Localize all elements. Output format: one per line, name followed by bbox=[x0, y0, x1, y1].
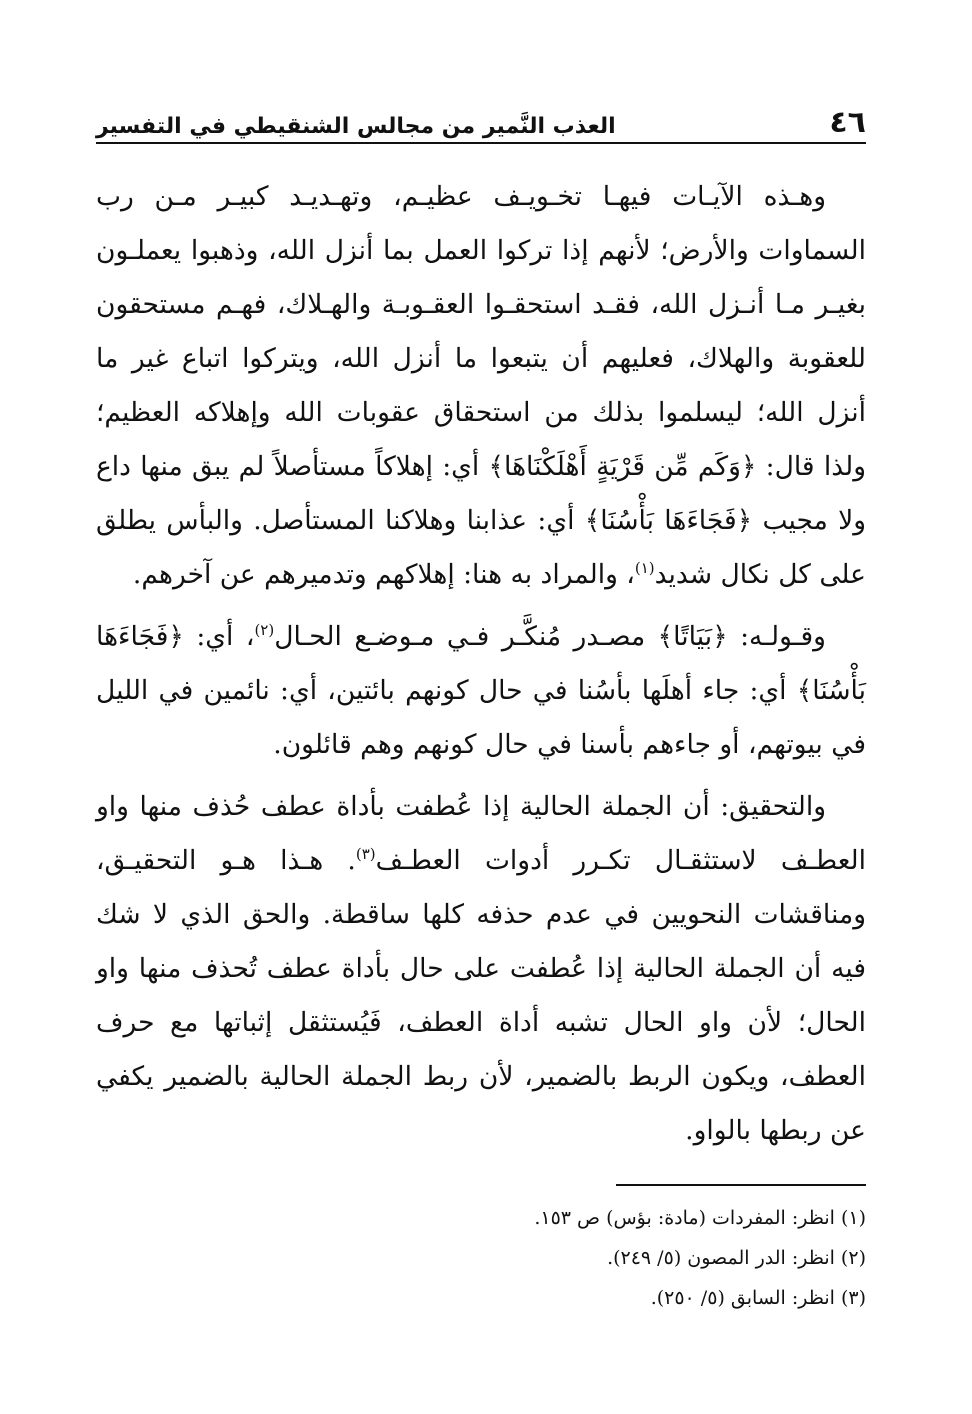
page-number: ٤٦ bbox=[829, 105, 866, 140]
paragraph-1-text: وهـذه الآيـات فيهـا تخـويـف عظيـم، وتهـديـد كبيـر مـن رب السماوات والأرض؛ لأنهم إذا تركوا العمل بما أنزل الله، وذهبوا يعملـون بغيـر مـا أنـزل الله، فقـد استحقـوا العقـوبـة والهـلاك، فهـم مستحقون للعقوبة والهلاك، فعليهم أن يتبعوا ما أنزل الله، ويتركوا اتباع غير ما أنزل الله؛ ليسلموا بذلك من استحقاق عقوبات الله وإهلاكه العظيم؛ ولذا قال: ﴿وَكَم مِّن قَرْيَةٍ أَهْلَكْنَاهَا﴾ أي: إهلاكاً مستأصلاً لم يبق منها داع ولا مجيب ﴿فَجَاءَهَا بَأْسُنَا﴾ أي: عذابنا وهلاكنا المستأصل. والبأس يطلق على كل نكال شديد bbox=[96, 181, 866, 590]
footnote-divider bbox=[616, 1184, 866, 1186]
paragraph-2 bbox=[96, 610, 866, 772]
document-page bbox=[96, 86, 866, 1386]
body-text bbox=[96, 170, 866, 1158]
page-header bbox=[96, 86, 866, 144]
paragraph-1 bbox=[96, 170, 866, 602]
running-title: العذب النَّمير من مجالس الشنقيطي في التفسير bbox=[96, 114, 616, 139]
footnote-3: (٣) انظر: السابق (٥/ ٢٥٠). bbox=[650, 1287, 866, 1309]
footnote-ref-2: (٢) bbox=[254, 621, 275, 640]
footnote-ref-1: (١) bbox=[634, 559, 655, 578]
paragraph-3-tail: . هـذا هـو التحقيـق، ومناقشات النحويين في عدم حذفه كلها ساقطة. والحق الذي لا شك فيه أن الجملة الحالية إذا عُطفت على حال بأداة عطف تُحذف منها واو الحال؛ لأن واو الحال تشبه أداة العطف، فَيُستثقل إثباتها مع حرف العطف، ويكون الربط بالضمير، لأن ربط الجملة الحالية بالضمير يكفي عن ربطها بالواو. bbox=[96, 845, 866, 1146]
paragraph-2-text: وقـولـه: ﴿بَيَاتًا﴾ مصـدر مُنكَّـر فـي مـوضـع الحـال bbox=[274, 621, 826, 652]
footnotes bbox=[96, 1198, 866, 1318]
paragraph-2-tail: ، أي: ﴿فَجَاءَهَا بَأْسُنَا﴾ أي: جاء أهلَها بأسُنا في حال كونهم بائتين، أي: نائمين في الليل في بيوتهم، أو جاءهم بأسنا في حال كونهم وهم قائلون. bbox=[96, 621, 866, 760]
footnote-2: (٢) انظر: الدر المصون (٥/ ٢٤٩). bbox=[607, 1247, 866, 1269]
paragraph-3 bbox=[96, 780, 866, 1158]
paragraph-1-tail: ، والمراد به هنا: إهلاكهم وتدميرهم عن آخرهم. bbox=[132, 559, 635, 590]
footnote-ref-3: (٣) bbox=[355, 845, 376, 864]
footnote-1: (١) انظر: المفردات (مادة: بؤس) ص ١٥٣. bbox=[534, 1207, 866, 1229]
paragraph-3-text: والتحقيق: أن الجملة الحالية إذا عُطفت بأداة عطف حُذف منها واو العطـف لاستثقـال تكـرر أدوات العطـف bbox=[96, 791, 866, 876]
